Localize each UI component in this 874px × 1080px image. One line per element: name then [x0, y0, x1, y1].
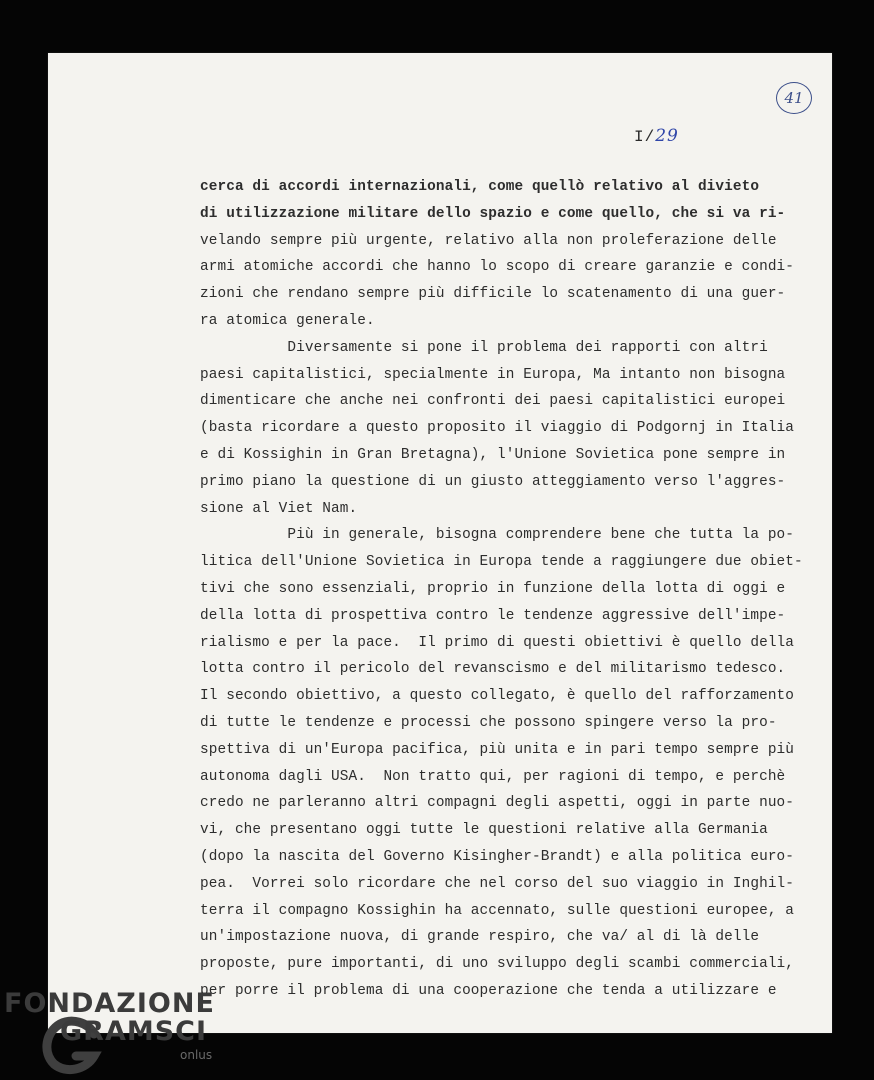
text-line: pea. Vorrei solo ricordare che nel corso del suo viaggio in Inghil-	[200, 875, 795, 892]
text-line: primo piano la questione di un giusto atteggiamento verso l'aggres-	[200, 473, 786, 490]
text-line: terra il compagno Kossighin ha accennato, sulle questioni europee, a	[200, 902, 795, 919]
text-line: velando sempre più urgente, relativo alla non proleferazione delle	[200, 232, 777, 249]
watermark-logo	[4, 988, 224, 1078]
text-line: credo ne parleranno altri compagni degli aspetti, oggi in parte nuo-	[200, 795, 795, 812]
text-line: Il secondo obiettivo, a questo collegato, è quello del rafforzamento	[200, 688, 795, 705]
text-line: Diversamente si pone il problema dei rapporti con altri	[200, 339, 768, 356]
page-number-typed: I/	[634, 128, 656, 146]
text-line: dimenticare che anche nei confronti dei paesi capitalistici europei	[200, 393, 786, 410]
text-line: zioni che rendano sempre più difficile lo scatenamento di una guer-	[200, 286, 786, 303]
page-number-handwritten: 29	[655, 126, 679, 146]
text-line: paesi capitalistici, specialmente in Europa, Ma intanto non bisogna	[200, 366, 786, 383]
text-line: rialismo e per la pace. Il primo di questi obiettivi è quello della	[200, 634, 795, 651]
text-line: (basta ricordare a questo proposito il viaggio di Podgornj in Italia	[200, 420, 795, 437]
text-line: ra atomica generale.	[200, 312, 375, 329]
text-line: vi, che presentano oggi tutte le questioni relative alla Germania	[200, 822, 768, 839]
text-line: sione al Viet Nam.	[200, 500, 358, 517]
text-line: autonoma dagli USA. Non tratto qui, per ragioni di tempo, e perchè	[200, 768, 786, 785]
text-line: della lotta di prospettiva contro le tendenze aggressive dell'impe-	[200, 607, 786, 624]
text-line: litica dell'Unione Sovietica in Europa tende a raggiungere due obiet-	[200, 554, 803, 571]
folio-stamp: 41	[776, 82, 812, 114]
text-line: cerca di accordi internazionali, come quellò relativo al divieto	[200, 179, 760, 195]
text-line: (dopo la nascita del Governo Kisingher-Brandt) e alla politica euro-	[200, 848, 795, 865]
text-line: proposte, pure importanti, di uno sviluppo degli scambi commerciali,	[200, 956, 795, 973]
page-number	[634, 126, 679, 146]
text-line: per porre il problema di una cooperazione che tenda a utilizzare e	[200, 982, 777, 999]
text-line: spettiva di un'Europa pacifica, più unita e in pari tempo sempre più	[200, 741, 795, 758]
text-line: Più in generale, bisogna comprendere bene che tutta la po-	[200, 527, 795, 544]
watermark-line1: FONDAZIONE	[4, 988, 215, 1019]
watermark-line2: GRAMSCI	[60, 1016, 208, 1047]
text-line: un'impostazione nuova, di grande respiro, che va/ al di là delle	[200, 929, 760, 946]
text-line: di utilizzazione militare dello spazio e come quello, che si va ri-	[200, 205, 786, 222]
text-line: tivi che sono essenziali, proprio in funzione della lotta di oggi e	[200, 580, 786, 597]
text-line: armi atomiche accordi che hanno lo scopo di creare garanzie e condi-	[200, 259, 795, 276]
text-line: lotta contro il pericolo del revanscismo e del militarismo tedesco.	[200, 661, 786, 678]
typed-text-body	[200, 174, 812, 1005]
watermark-line3: onlus	[180, 1048, 213, 1062]
text-line: di tutte le tendenze e processi che possono spingere verso la pro-	[200, 714, 777, 731]
text-line: e di Kossighin in Gran Bretagna), l'Unione Sovietica pone sempre in	[200, 446, 786, 463]
